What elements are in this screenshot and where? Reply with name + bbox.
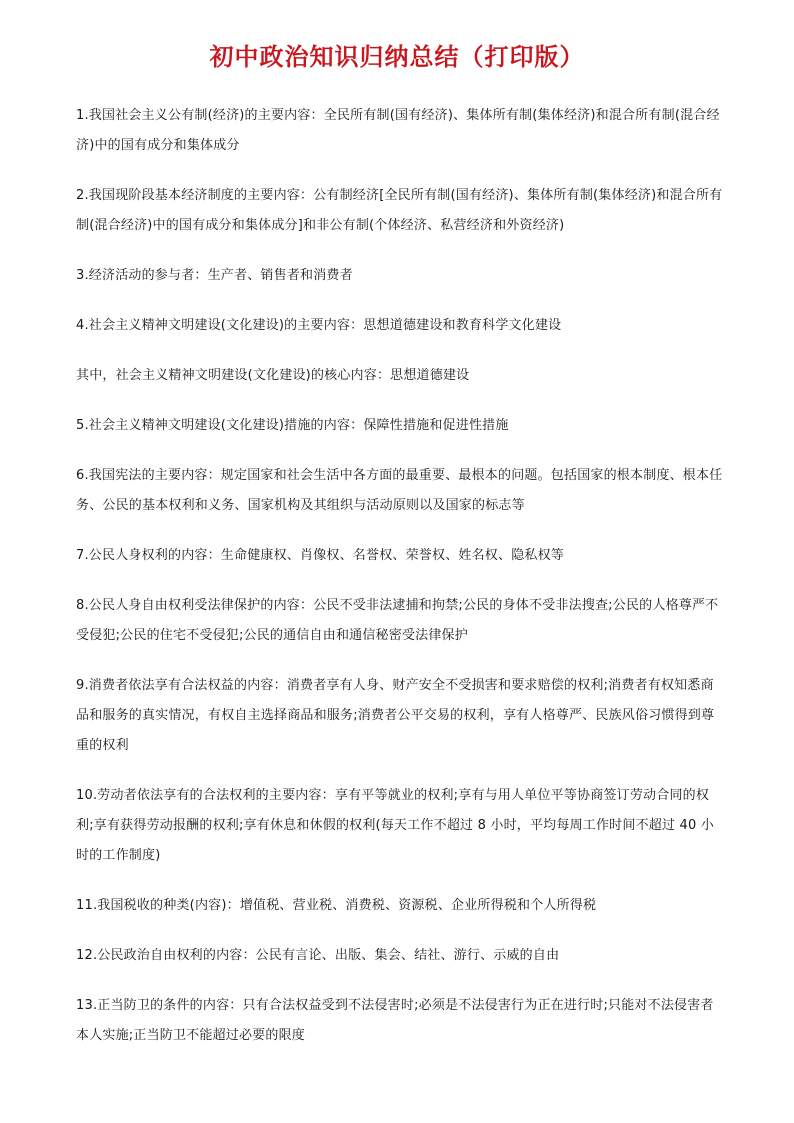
paragraph-4: 4.社会主义精神文明建设(文化建设)的主要内容：思想道德建设和教育科学文化建设 <box>76 318 562 333</box>
paragraph-10: 10.劳动者依法享有的合法权利的主要内容：享有平等就业的权利;享有与用人单位平等协商签订劳动合同的权利;享有获得劳动报酬的权利;享有休息和休假的权利(每天工作不超过 8 小时，平均每周工作时间不超过 40 小时的工作制度) <box>76 788 714 863</box>
paragraph-8: 8.公民人身自由权利受法律保护的内容：公民不受非法逮捕和拘禁;公民的身体不受非法搜查;公民的人格尊严不受侵犯;公民的住宅不受侵犯;公民的通信自由和通信秘密受法律保护 <box>76 598 719 643</box>
paragraph-4-note: 其中，社会主义精神文明建设(文化建设)的核心内容：思想道德建设 <box>76 368 470 383</box>
document-title: 初中政治知识归纳总结（打印版） <box>209 43 585 71</box>
paragraph-7: 7.公民人身权利的内容：生命健康权、肖像权、名誉权、荣誉权、姓名权、隐私权等 <box>76 548 565 563</box>
paragraph-3: 3.经济活动的参与者：生产者、销售者和消费者 <box>76 268 353 283</box>
paragraph-9: 9.消费者依法享有合法权益的内容：消费者享有人身、财产安全不受损害和要求赔偿的权利;消费者有权知悉商品和服务的真实情况，有权自主选择商品和服务;消费者公平交易的权利，享有人格尊严、民族风俗习惯得到尊重的权利 <box>76 678 715 753</box>
paragraph-2: 2.我国现阶段基本经济制度的主要内容：公有制经济[全民所有制(国有经济)、集体所有制(集体经济)和混合所有制(混合经济)中的国有成分和集体成分]和非公有制(个体经济、私营经济和外资经济) <box>76 188 723 233</box>
paragraph-5: 5.社会主义精神文明建设(文化建设)措施的内容：保障性措施和促进性措施 <box>76 418 509 433</box>
paragraph-1: 1.我国社会主义公有制(经济)的主要内容：全民所有制(国有经济)、集体所有制(集体经济)和混合所有制(混合经济)中的国有成分和集体成分 <box>76 108 720 153</box>
paragraph-11: 11.我国税收的种类(内容)：增值税、营业税、消费税、资源税、企业所得税和个人所得税 <box>76 898 597 913</box>
paragraph-12: 12.公民政治自由权利的内容：公民有言论、出版、集会、结社、游行、示威的自由 <box>76 948 560 963</box>
paragraph-6: 6.我国宪法的主要内容：规定国家和社会生活中各方面的最重要、最根本的问题。包括国家的根本制度、根本任务、公民的基本权利和义务、国家机构及其组织与活动原则以及国家的标志等 <box>76 468 723 513</box>
paragraph-13: 13.正当防卫的条件的内容：只有合法权益受到不法侵害时;必须是不法侵害行为正在进行时;只能对不法侵害者本人实施;正当防卫不能超过必要的限度 <box>76 998 714 1043</box>
document-body <box>76 101 726 1071</box>
